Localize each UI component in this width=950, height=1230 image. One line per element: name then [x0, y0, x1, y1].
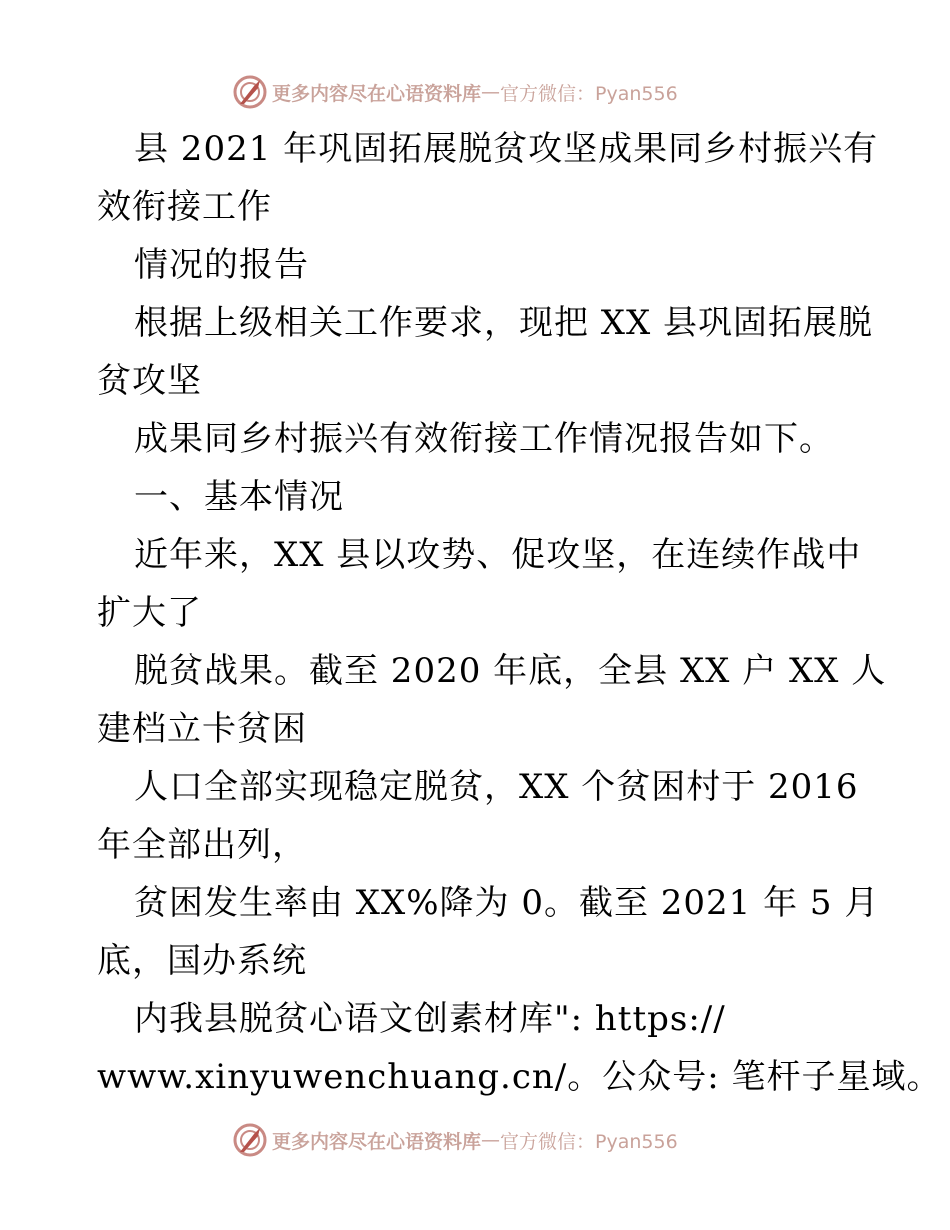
text-line: 建档立卡贫困	[97, 709, 307, 749]
text-line: 贫攻坚	[97, 361, 202, 401]
quill-logo-icon	[232, 1122, 268, 1158]
text-line: 贫困发生率由 XX%降为 0。截至 2021 年 5 月	[134, 883, 880, 923]
header-watermark	[232, 72, 678, 112]
footer-brand-text: 更多内容尽在心语资料库	[272, 1130, 482, 1153]
text-line: 成果同乡村振兴有效衔接工作情况报告如下。	[134, 419, 834, 459]
header-separator: —	[481, 81, 501, 103]
text-line: 近年来，XX 县以攻势、促攻坚，在连续作战中	[134, 535, 862, 575]
text-line: 脱贫战果。截至 2020 年底，全县 XX 户 XX 人	[134, 651, 887, 691]
document-body	[97, 120, 942, 1106]
footer-separator: —	[481, 1129, 501, 1151]
text-line: 年全部出列，	[97, 825, 307, 865]
text-line: 底，国办系统	[97, 941, 307, 981]
text-line: 人口全部实现稳定脱贫，XX 个贫困村于 2016	[134, 767, 859, 807]
text-line: 扩大了	[97, 593, 202, 633]
title-line-3: 情况的报告	[134, 245, 309, 285]
header-contact-text: 官方微信：Pyan556	[500, 82, 678, 105]
header-brand-text: 更多内容尽在心语资料库	[272, 82, 482, 105]
text-line: 内我县脱贫心语文创素材库": https://	[134, 999, 726, 1039]
section-heading: 一、基本情况	[134, 477, 344, 517]
footer-contact-text: 官方微信：Pyan556	[500, 1130, 678, 1153]
title-line-1: 县 2021 年巩固拓展脱贫攻坚成果同乡村振兴有	[134, 129, 879, 169]
text-line: www.xinyuwenchuang.cn/。公众号: 笔杆子星域。	[97, 1057, 942, 1097]
quill-logo-icon	[232, 74, 268, 110]
title-line-2: 效衔接工作	[97, 187, 272, 227]
text-line: 根据上级相关工作要求，现把 XX 县巩固拓展脱	[134, 303, 874, 343]
footer-watermark	[232, 1120, 678, 1160]
